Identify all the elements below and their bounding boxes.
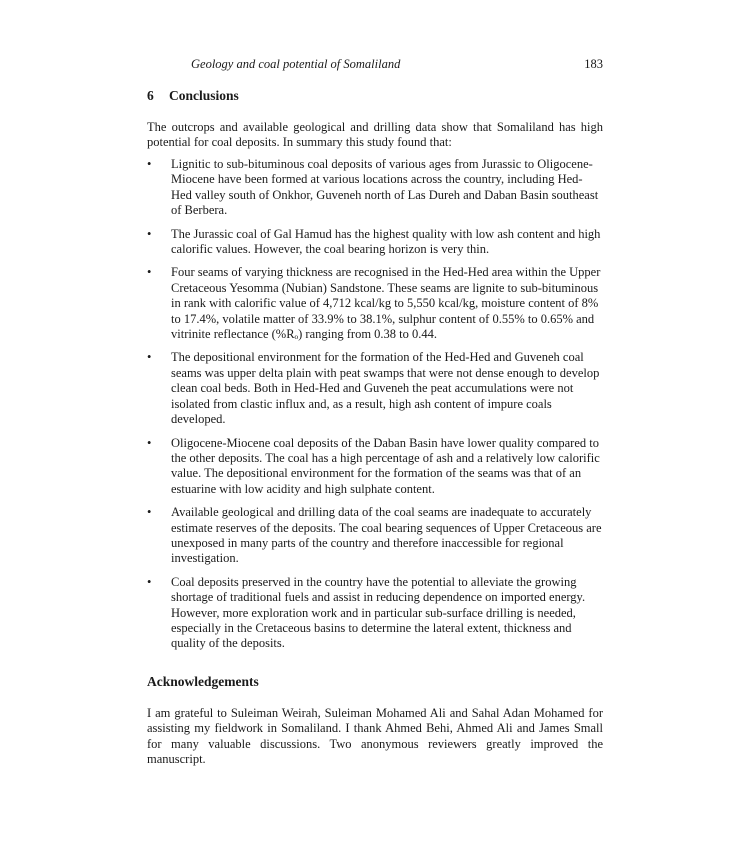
bullet-icon: •	[147, 226, 152, 241]
section-heading	[147, 88, 239, 104]
conclusion-item	[147, 505, 603, 567]
conclusion-item	[147, 575, 603, 652]
conclusion-text: Lignitic to sub-bituminous coal deposits of various ages from Jurassic to Oligocene-Miocene have been formed at various locations across the country, including Hed-Hed valley south of Onkhor, Guveneh north of Las Dureh and Daban Basin southeast of Berbera.	[171, 157, 599, 218]
section-title: Conclusions	[169, 88, 239, 103]
acknowledgements-paragraph: I am grateful to Suleiman Weirah, Suleiman Mohamed Ali and Sahal Adan Mohamed for assisting my fieldwork in Somaliland. I thank Ahmed Behi, Ahmed Ali and James Small for many valuable discussions. Two anonymous reviewers greatly improved the manuscript.	[147, 706, 603, 767]
conclusion-item	[147, 436, 603, 498]
conclusion-text: The Jurassic coal of Gal Hamud has the highest quality with low ash content and high calorific values. However, the coal bearing horizon is very thin.	[171, 226, 601, 257]
conclusion-text: Available geological and drilling data of the coal seams are inadequate to accurately estimate reserves of the deposits. The coal bearing sequences of Upper Cretaceous are unexposed in many parts of the country and therefore inaccessible for regional investigation.	[171, 505, 602, 566]
conclusions-list	[147, 157, 603, 660]
acknowledgements-heading: Acknowledgements	[147, 674, 259, 689]
running-title: Geology and coal potential of Somaliland	[191, 57, 401, 71]
section-number: 6	[147, 88, 154, 103]
conclusion-item	[147, 350, 603, 427]
conclusion-text: Four seams of varying thickness are recognised in the Hed-Hed area within the Upper Cretaceous Yesomma (Nubian) Sandstone. These seams are lignite to sub-bituminous in rank with calorific value of 4,712 kcal/kg to 5,550 kcal/kg, moisture content of 8% to 17.4%, volatile matter of 33.9% to 38.1%, sulphur content of 0.55% to 0.65% and vitrinite reflectance (%Rₒ) ranging from 0.38 to 0.44.	[171, 265, 601, 342]
conclusion-text: Oligocene-Miocene coal deposits of the Daban Basin have lower quality compared to the other deposits. The coal has a high percentage of ash and a relatively low calorific value. The depositional environment for the formation of the seams was that of an estuarine with low acidity and high sulphate content.	[171, 435, 600, 496]
conclusion-text: Coal deposits preserved in the country have the potential to alleviate the growing shortage of traditional fuels and assist in reducing dependence on imported energy. However, more exploration work and in particular sub-surface drilling is needed, especially in the Cretaceous basins to determine the lateral extent, thickness and quality of the deposits.	[171, 574, 586, 651]
bullet-icon: •	[147, 265, 152, 280]
bullet-icon: •	[147, 505, 152, 520]
running-header	[147, 57, 603, 73]
conclusion-text: The depositional environment for the formation of the Hed-Hed and Guveneh coal seams was upper delta plain with peat swamps that were not dense enough to develop clean coal beds. Both in Hed-Hed and Guveneh the peat accumulations were not isolated from clastic influx and, as a result, high ash content of impure coals developed.	[171, 350, 600, 427]
intro-paragraph: The outcrops and available geological and drilling data show that Somaliland has high potential for coal deposits. In summary this study found that:	[147, 120, 603, 150]
bullet-icon: •	[147, 157, 152, 171]
page-number: 183	[584, 57, 603, 71]
bullet-icon: •	[147, 574, 152, 589]
bullet-icon: •	[147, 350, 152, 365]
bullet-icon: •	[147, 435, 152, 450]
conclusion-item	[147, 227, 603, 258]
conclusion-item	[147, 157, 603, 219]
conclusion-item	[147, 265, 603, 342]
